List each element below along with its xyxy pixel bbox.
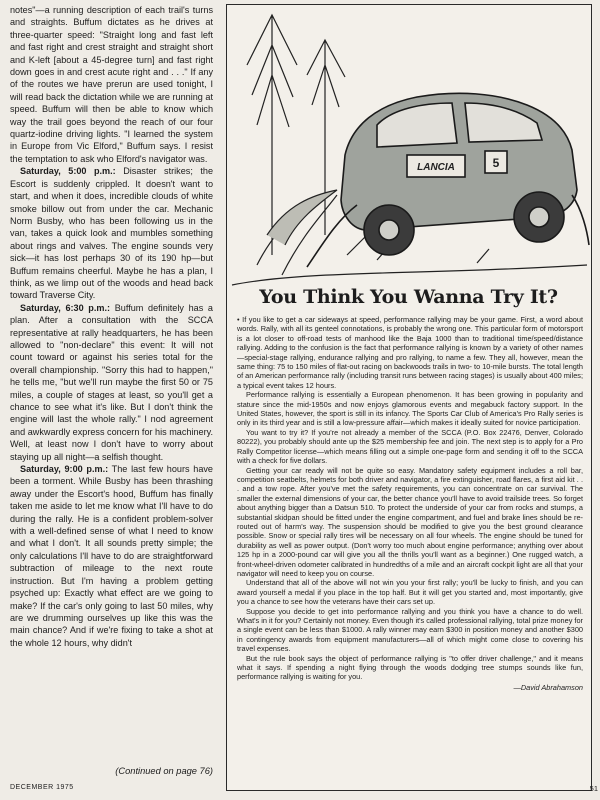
sidebar-paragraph: • If you like to get a car sideways at speed, performance rallying may be your game. First, a word about words. Rally, with all its genteel connotations, is probably the wrong one. This particular form of motorsport is a lot closer to off-road tests of manhood like the Baja 1000 than to traditional time/speed/distance rallying. Adding to the confusion is the fact that performance rallying is known by a variety of other names—special-stage rallying, endurance rallying and pro rallying, to name a few. They all, however, mean the same thing: 75 to 150 miles of flat-out racing on backwoods trails in two- to 10-mile bursts. The total length of an American performance rally (including transit runs between racing stages) is usually about 400 miles; a typical event takes 12 hours. [237,315,583,390]
continued-note: (Continued on page 76) [115,766,213,776]
sidebar-paragraph: Getting your car ready will not be quite so easy. Mandatory safety equipment includes a roll bar, competition seatbelts, helmets for both driver and navigator, a fire extinguisher, road flares, a first aid kit . . . and a tow rope. After you've met the safety requirements, you can concentrate on car survival. The smaller the external dimensions of your car, the better chance you'll have to avoid trailside trees. So forget about anything bigger than a Datsun 510. To protect the underside of your car from rocks and stumps, a substantial skidpan should be fitted under the engine compartment, and fuel and brake lines should be re-routed out of harm's way. The suspension should be modified to give you the best ground clearance possible. Snow or special rally tires will be necessary on all four wheels. The engine should be tuned for durability as well as power output. (Don't worry too much about engine performance; anything over about 125 hp in a 2000-pound car will give you all the thrills you'll want as a beginner.) One rugged watch, a front-wheel-driven odometer calibrated in hundredths of a mile and an aircraft cockpit light are all that your navigator will need to keep you on course. [237,465,583,578]
sidebar-body [237,315,583,785]
sidebar-paragraph: You want to try it? If you're not already a member of the SCCA (P.O. Box 22476, Denver, Colorado 80222), you probably should ante up the $25 membership fee and join. The next step is to apply for a Pro Rally Competitor license—which means filling out a simple one-page form and sending it off to the SCCA with a check for five dollars. [237,427,583,466]
article-paragraph: notes"—a running description of each trail's turns and straights. Buffum dictates as he drives at three-quarter speed: "Straight long and fast left and fast right and crest straight and straight short and K-left [about a 45-degree turn] and fast right down goes in and crest acute right and . . ." If any of the routes we have prerun are used tonight, I will read back the dictation while we are running at speed. Buffum will then be able to know which way the trail goes beyond the reach of our four quartz-iodine driving lights. "I learned the system in Europe from Vic Elford," Buffum says. I resist the temptation to ask who Elford's navigator was. [10,5,213,164]
sidebar-box [226,4,592,791]
main-article-column [10,4,213,768]
time-heading: Saturday, 5:00 p.m.: [20,166,116,177]
article-paragraph [10,463,213,649]
sidebar-paragraph: Suppose you decide to get into performance rallying and you think you have a chance to do well. What's in it for you? Certainly not money. Even though it's called professional rallying, total prize money for a single event can be less than $1000. A rally winner may earn $300 in position money and another $300 in contingency awards from equipment manufacturers—all of which might come close to covering his travel expenses. [237,606,583,654]
article-paragraph [10,302,213,463]
sidebar-byline: —David Abrahamson [513,682,583,692]
sidebar-paragraph: But the rule book says the object of performance rallying is "to offer driver challenge," and it means what it says. If spending a night flying through the woods dodging tree stumps sounds like fun, performance rallying is waiting for you. [237,653,583,682]
paragraph-body: The last few hours have been a torment. While Busby has been thrashing away under the Escort's hood, Buffum has finally taken me aside to let me know what I'll have to do during the rally. He is a confident problem-solver with a well-defined sense of what I need to know and what I don't. It all sounds pretty simple; the only calculations I'll have to do are straightforward subtraction of mileage to the next route instruction. But I'm having a problem getting psyched up: Exactly what effect are we going to make? If the car's only going to last 50 miles, why are we drumming ourselves up like this was the main chance? And if we're fixing to take a shot at the whole 12 hours, why didn't [10,464,213,648]
car-number-decal: 5 [492,156,500,170]
issue-date: DECEMBER 1975 [10,784,74,791]
rally-car-illustration [227,5,590,305]
paragraph-body: Disaster strikes; the Escort is suddenly crippled. It doesn't want to start, and when it does, incredible clouds of white smoke billow out from under the car. Mechanic Norm Busby, who has been following us in the van, takes a quick look and mumbles something about rings and valves. The engine sounds very sick—it has lost perhaps 30 of its 190 hp—but Buffum remains cheerful. Maybe he has a plan, I think, as we limp out of the woods and head back toward Traverse City. [10,166,213,301]
sidebar-headline: You Think You Wanna Try It? [259,286,558,308]
sidebar-paragraph: Understand that all of the above will not win you your first rally; you'll be lucky to finish, and you can award yourself a medal if you place in the top half. But it will get you started and, most importantly, give you a chance to see how the veterans have their cars set up. [237,578,583,607]
sidebar-paragraph: Performance rallying is essentially a European phenomenon. It has been growing in popularity and stature since the mid-1950s and now enjoys glamorous events and megabuck factory support. In the United States, however, the sport is still in its infancy. The Sports Car Club of America's Pro Rally series is only in its third year and is still a low-pressure affair—which makes it ideally suited for novice participation. [237,390,583,428]
car-sponsor-decal: LANCIA [417,162,455,173]
time-heading: Saturday, 9:00 p.m.: [20,464,109,475]
article-paragraph [10,165,213,301]
time-heading: Saturday, 6:30 p.m.: [20,302,111,313]
paragraph-body: Buffum definitely has a plan. After a consultation with the SCCA representative at rally headquarters, he has been allowed to "non-declare" this event: It will not count toward or against his series total for the overall championship. "Sorry this had to happen," he tells me, "but we'll run maybe the first 50 or 75 miles, a couple of stages at least, so you'll get a chance to see what it's like. But I don't think the engine will last the whole rally." I nod agreement and awkwardly express concern for his machinery. Well, at least now I don't have to worry about staying up all night—a selfish thought. [10,302,213,462]
page-number: 51 [589,784,598,793]
